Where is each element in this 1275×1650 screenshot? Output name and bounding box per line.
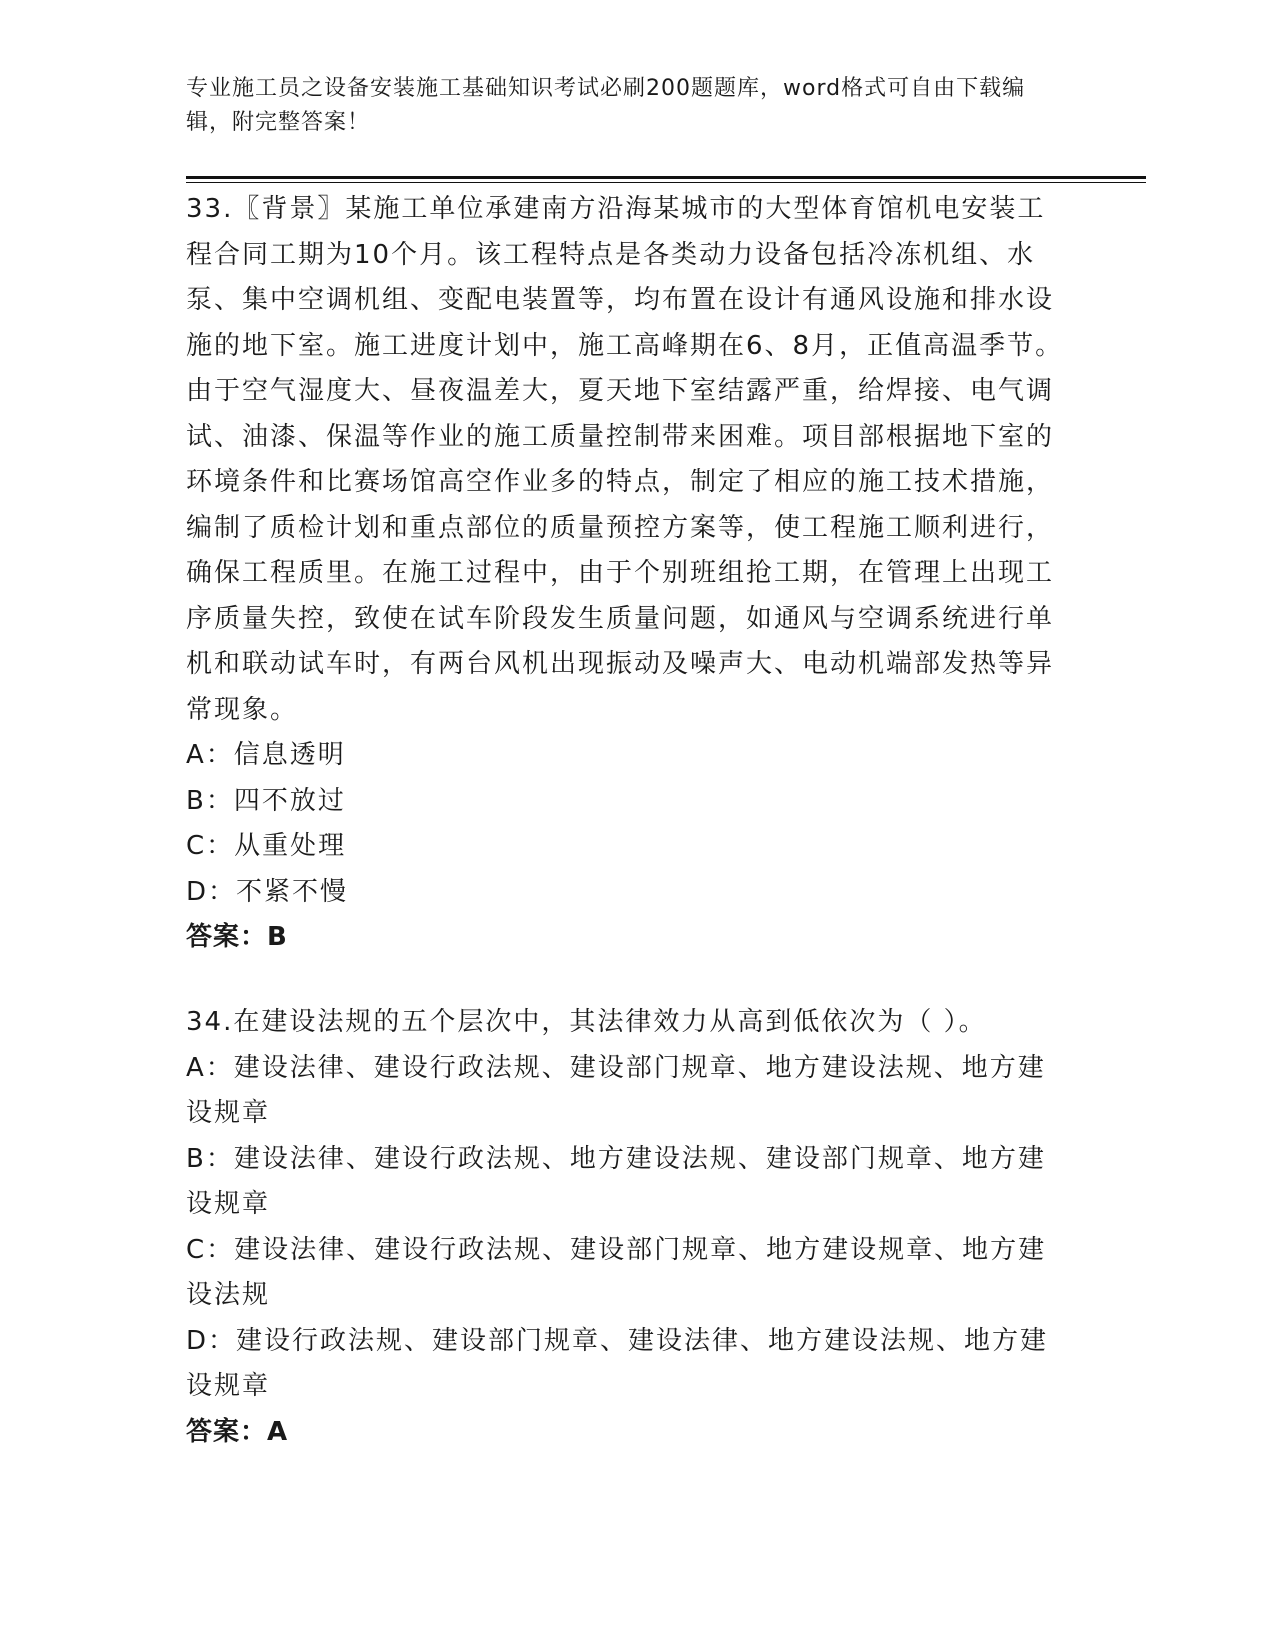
question-stem: 34.在建设法规的五个层次中，其法律效力从高到低依次为（ ）。 [186,1007,987,1037]
option-a: A：信息透明 [186,740,346,770]
option-c: C：建设法律、建设行政法规、建设部门规章、地方建设规章、地方建设法规 [186,1234,1047,1310]
option-d: D：不紧不慢 [186,876,349,907]
document-header: 专业施工员之设备安装施工基础知识考试必刷200题题库，word格式可自由下载编辑，附完整答案！ [186,76,1026,135]
question-stem: 33.〖背景〗某施工单位承建南方沿海某城市的大型体育馆机电安装工程合同工期为10个月。该工程特点是各类动力设备包括冷冻机组、水泵、集中空调机组、变配电装置等，均布置在设计有通风设施和排水设施的地下室。施工进度计划中，施工高峰期在6、8月，正值高温季节。由于空气湿度大、昼夜温差大，夏天地下室结露严重，给焊接、电气调试、油漆、保温等作业的施工质量控制带来困难。项目部根据地下室的环境条件和比赛场馆高空作业多的特点，制定了相应的施工技术措施，编制了质检计划和重点部位的质量预控方案等，使工程施工顺利进行，确保工程质里。在施工过程中，由于个别班组抢工期，在管理上出现工序质量失控，致使在试车阶段发生质量问题，如通风与空调系统进行单机和联动试车时，有两台风机出现振动及噪声大、电动机端部发热等异常现象。 [186,194,1064,725]
header-divider-thick [186,176,1146,179]
option-b: B：建设法律、建设行政法规、地方建设法规、建设部门规章、地方建设规章 [186,1143,1046,1219]
option-d: D：建设行政法规、建设部门规章、建设法律、地方建设法规、地方建设规章 [186,1325,1049,1401]
question-34 [186,1000,1066,1455]
option-c: C：从重处理 [186,831,347,861]
answer-line: 答案：B [186,922,288,952]
option-b: B：四不放过 [186,785,346,816]
option-a: A：建设法律、建设行政法规、建设部门规章、地方建设法规、地方建设规章 [186,1052,1046,1128]
question-33 [186,187,1066,961]
answer-line: 答案：A [186,1416,289,1447]
header-divider-thin [186,182,1146,183]
